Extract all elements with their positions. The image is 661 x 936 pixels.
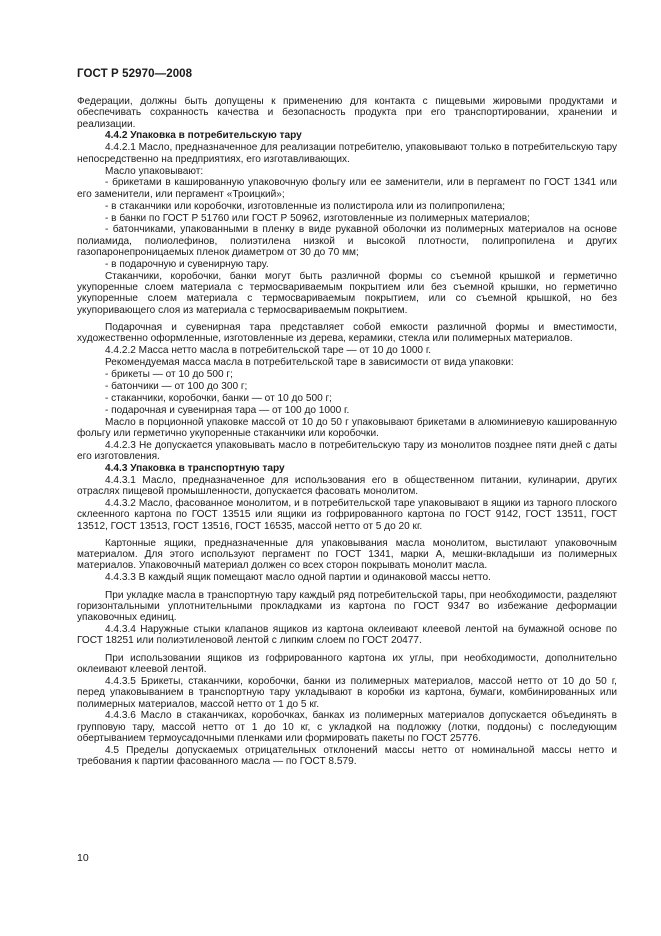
paragraph: Масло в порционной упаковке массой от 10 до 50 г упаковывают брикетами в алюминиевую кашированную фольгу или герметично укупоренные стаканчики или коробочки. xyxy=(77,416,617,439)
paragraph: При использовании ящиков из гофрированного картона их углы, при необходимости, дополнительно оклеивают клеевой лентой. xyxy=(77,652,617,676)
paragraph: 4.5 Пределы допускаемых отрицательных отклонений массы нетто от номинальной массы нетто и требования к партии фасованного масла — по ГОСТ 8.579. xyxy=(77,744,617,768)
paragraph: 4.4.3.2 Масло, фасованное монолитом, и в потребительской таре упаковывают в ящики из тарного плоского склеенного картона по ГОСТ 13515 или ящики из гофрированного картона по ГОСТ 9142, ГОСТ 13511, ГОСТ 13512, ГОСТ 13513, ГОСТ 13516, ГОСТ 16535, массой нетто от 5 до 20 кг. xyxy=(77,497,617,532)
paragraph: Федерации, должны быть допущены к применению для контакта с пищевыми жировыми продуктами и обеспечивать сохранность качества и безопасность продукта при его транспортировании, хранении и реализации. xyxy=(77,96,617,130)
list-item: - брикетами в кашированную упаковочную фольгу или ее заменители, или в пергамент по ГОСТ 1341 или его заменители, или пергамент «Троицкий»; xyxy=(77,177,617,200)
list-item: - брикеты — от 10 до 500 г; xyxy=(105,368,233,380)
paragraph: Подарочная и сувенирная тара представляет собой емкости различной формы и вместимости, художественно оформленные, изготовленные из дерева, керамики, стекла или полимерных материалов. xyxy=(77,321,617,345)
paragraph: Картонные ящики, предназначенные для упаковывания масла монолитом, выстилают упаковочным материалом. Для этого используют пергамент по ГОСТ 1341, марки А, мешки-вкладыши из полимерных материалов. Упаковочный материал должен со всех сторон покрывать монолит масла. xyxy=(77,537,617,572)
list-item: - в банки по ГОСТ Р 51760 или ГОСТ Р 50962, изготовленные из полимерных материалов; xyxy=(105,212,530,224)
list-item: - стаканчики, коробочки, банки — от 10 до 500 г; xyxy=(105,392,332,404)
paragraph: 4.4.2.2 Масса нетто масла в потребительской таре — от 10 до 1000 г. xyxy=(105,345,432,357)
section-heading: 4.4.2 Упаковка в потребительскую тару xyxy=(105,130,302,142)
document-body xyxy=(77,96,617,768)
paragraph: 4.4.3.1 Масло, предназначенное для использования его в общественном питании, кулинарии, других отраслях пищевой промышленности, допускается фасовать монолитом. xyxy=(77,474,617,498)
paragraph: 4.4.2.1 Масло, предназначенное для реализации потребителю, упаковывают только в потребительскую тару непосредственно на предприятиях, его изготавливающих. xyxy=(77,142,617,165)
list-item: - подарочная и сувенирная тара — от 100 до 1000 г. xyxy=(105,404,350,416)
list-item: - в стаканчики или коробочки, изготовленные из полистирола или из полипропилена; xyxy=(105,200,506,212)
paragraph: 4.4.3.4 Наружные стыки клапанов ящиков из картона оклеивают клеевой лентой на бумажной основе по ГОСТ 18251 или полиэтиленовой лентой с липким слоем по ГОСТ 20477. xyxy=(77,624,617,647)
section-heading: 4.4.3 Упаковка в транспортную тару xyxy=(105,462,285,474)
paragraph: Масло упаковывают: xyxy=(105,165,204,177)
list-item: - в подарочную и сувенирную тару. xyxy=(105,258,269,270)
paragraph: Стаканчики, коробочки, банки могут быть различной формы со съемной крышкой и герметично укупоренные слоем материала с термосвариваемым покрытием или без съемной крышки, но герметично укупоренные слоем материала с термосвариваемым покрытием, или со съемной крышкой, но без укупоривающего слоя из материала с термосвариваемым покрытием. xyxy=(77,270,617,316)
page-number: 10 xyxy=(77,852,89,864)
paragraph: Рекомендуемая масса масла в потребительской таре в зависимости от вида упаковки: xyxy=(105,357,514,369)
paragraph: 4.4.2.3 Не допускается упаковывать масло в потребительскую тару из монолитов позднее пяти дней с даты его изготовления. xyxy=(77,439,617,462)
list-item: - батончики — от 100 до 300 г; xyxy=(105,380,248,392)
paragraph: При укладке масла в транспортную тару каждый ряд потребительской тары, при необходимости, разделяют горизонтальными уплотнительными прокладками из картона по ГОСТ 9347 во избежание деформации упаковочных единиц. xyxy=(77,589,617,624)
list-item: - батончиками, упакованными в пленку в виде рукавной оболочки из полимерных материалов на основе полиамида, полиолефинов, полиэтилена низкой и высокой плотности, полипропилена и других газопаронепроницаемых пленок диаметром от 30 до 70 мм; xyxy=(77,224,617,259)
paragraph: 4.4.3.6 Масло в стаканчиках, коробочках, банках из полимерных материалов допускается объединять в групповую тару, массой нетто от 1 до 10 кг, с укладкой на подложку (лотки, поддоны) с последующим обертыванием термоусадочными пленками или формировать пакеты по ГОСТ 25776. xyxy=(77,710,617,744)
page-header: ГОСТ Р 52970—2008 xyxy=(77,68,193,80)
paragraph: 4.4.3.3 В каждый ящик помещают масло одной партии и одинаковой массы нетто. xyxy=(105,572,491,584)
paragraph: 4.4.3.5 Брикеты, стаканчики, коробочки, банки из полимерных материалов, массой нетто от 10 до 50 г, перед упаковыванием в транспортную тару укладывают в коробки из картона, бумаги, комбинированных или полимерных материалов, массой нетто от 1 до 5 кг. xyxy=(77,675,617,710)
